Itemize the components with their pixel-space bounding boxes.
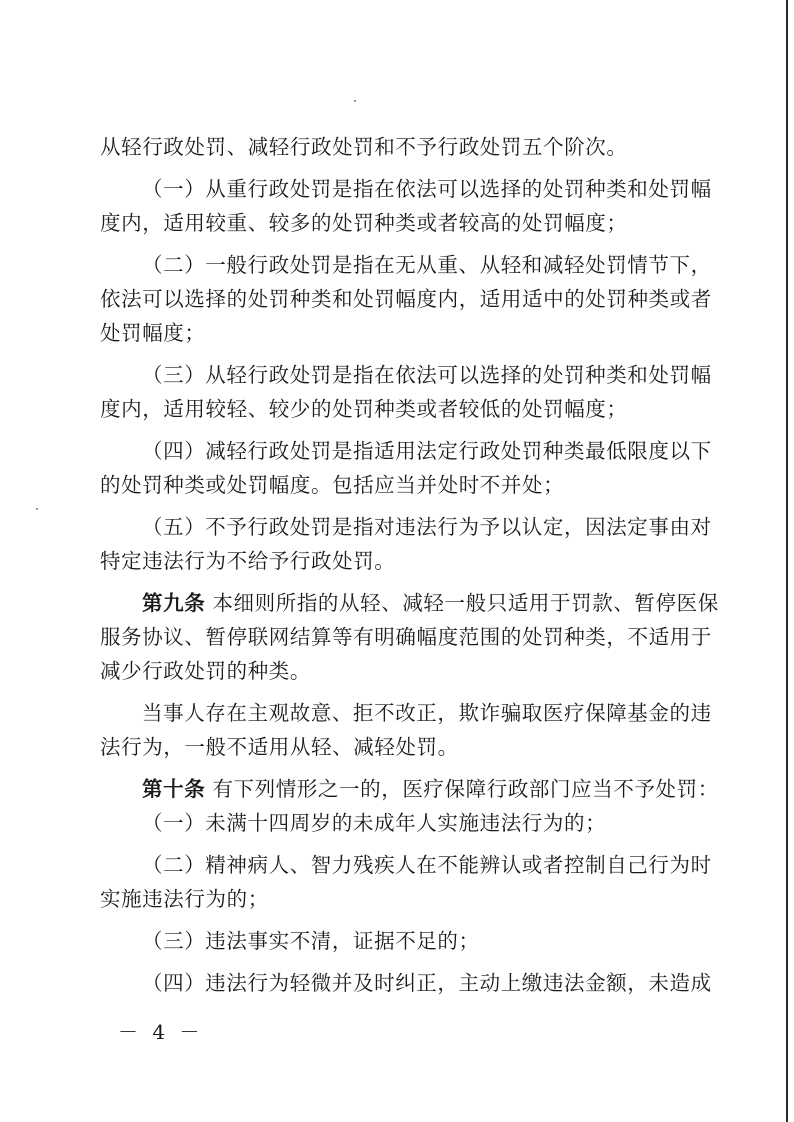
text-line: 处罚幅度； — [100, 321, 206, 345]
text-line: 当事人存在主观故意、拒不改正，欺诈骗取医疗保障基金的违 — [142, 701, 712, 725]
scan-speck — [36, 508, 38, 510]
text-line: （三）违法事实不清，证据不足的； — [142, 929, 480, 953]
article-nine-first-line — [100, 586, 719, 620]
text-line: 依法可以选择的处罚种类和处罚幅度内，适用适中的处罚种类或者 — [100, 287, 712, 311]
page-number: － 4 － — [118, 1020, 204, 1044]
text-line: 特定违法行为不给予行政处罚。 — [100, 549, 396, 573]
text-line: 减少行政处罚的种类。 — [100, 659, 311, 683]
text-line: （四）减轻行政处罚是指适用法定行政处罚种类最低限度以下 — [142, 439, 712, 463]
text-line: 本细则所指的从轻、减轻一般只适用于罚款、暂停医保 — [212, 591, 719, 615]
article-ten-heading: 第十条 — [142, 777, 206, 801]
text-line: （五）不予行政处罚是指对违法行为予以认定，因法定事由对 — [142, 515, 712, 539]
text-line: 度内，适用较轻、较少的处罚种类或者较低的处罚幅度； — [100, 397, 628, 421]
text-line: （三）从轻行政处罚是指在依法可以选择的处罚种类和处罚幅 — [142, 363, 712, 387]
article-ten-first-line — [100, 772, 719, 806]
text-line: （二）精神病人、智力残疾人在不能辨认或者控制自己行为时 — [142, 853, 712, 877]
text-line: （一）从重行政处罚是指在依法可以选择的处罚种类和处罚幅 — [142, 177, 712, 201]
text-line: （二）一般行政处罚是指在无从重、从轻和减轻处罚情节下， — [142, 253, 712, 277]
text-line: 从轻行政处罚、减轻行政处罚和不予行政处罚五个阶次。 — [100, 135, 628, 159]
article-nine-heading: 第九条 — [142, 591, 206, 615]
text-line: 的处罚种类或处罚幅度。包括应当并处时不并处； — [100, 473, 565, 497]
text-line: 法行为，一般不适用从轻、减轻处罚。 — [100, 735, 459, 759]
text-line: 服务协议、暂停联网结算等有明确幅度范围的处罚种类，不适用于 — [100, 625, 712, 649]
text-line: 有下列情形之一的，医疗保障行政部门应当不予处罚： — [212, 777, 719, 801]
text-line: 度内，适用较重、较多的处罚种类或者较高的处罚幅度； — [100, 211, 628, 235]
text-line: （一）未满十四周岁的未成年人实施违法行为的； — [142, 811, 607, 835]
scan-speck — [354, 100, 356, 102]
text-line: 实施违法行为的； — [100, 887, 269, 911]
text-line: （四）违法行为轻微并及时纠正，主动上缴违法金额，未造成 — [142, 971, 712, 995]
scan-edge-line — [786, 0, 788, 1122]
document-body — [100, 130, 719, 1000]
